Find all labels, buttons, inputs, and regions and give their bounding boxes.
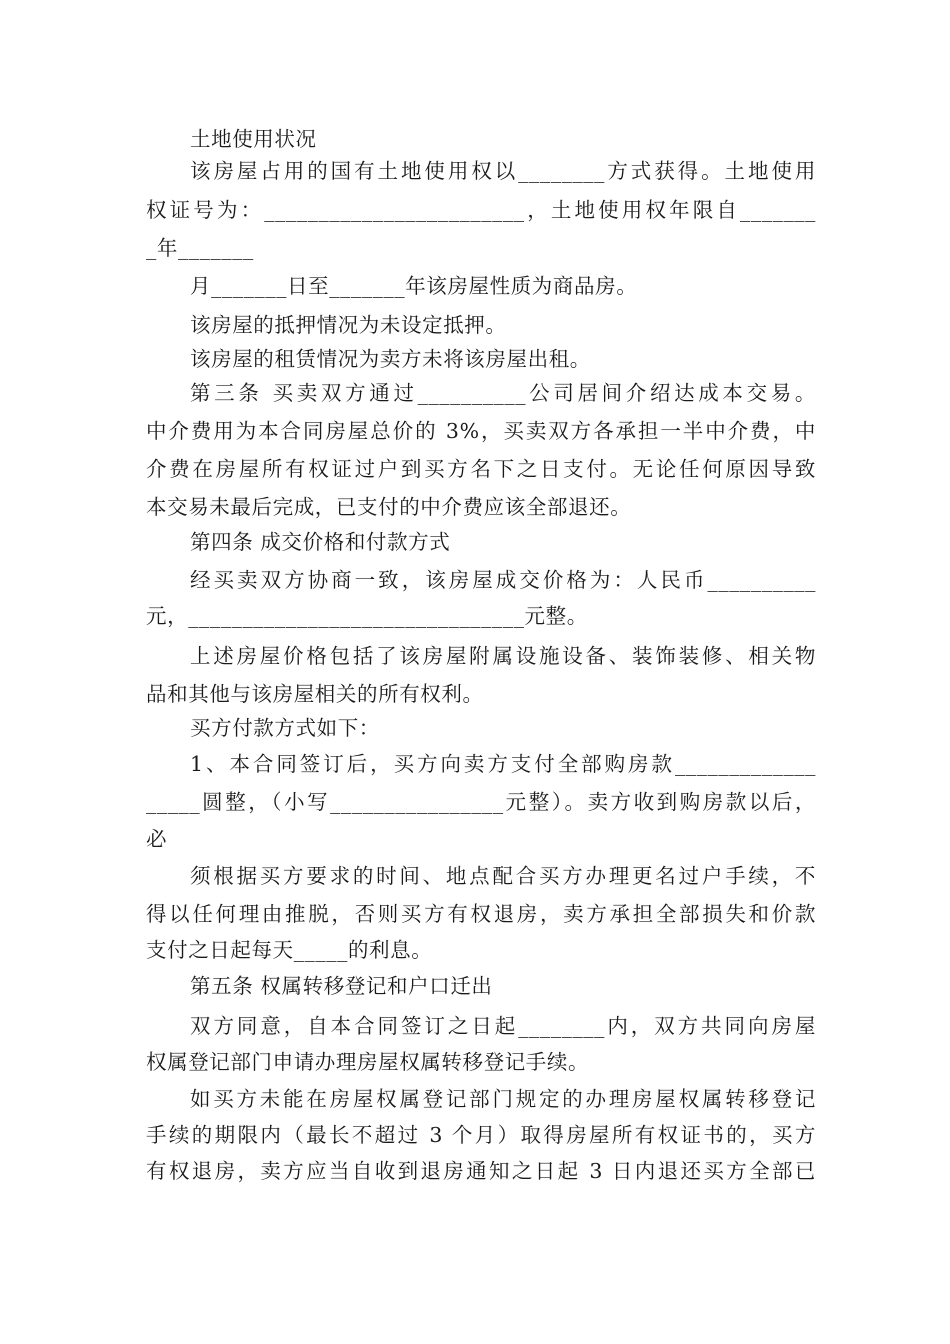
paragraph-line: 经买卖双方协商一致，该房屋成交价格为：人民币__________: [190, 568, 816, 592]
paragraph-line: 支付之日起每天_____的利息。: [146, 938, 433, 962]
paragraph-line: 手续的期限内（最长不超过 3 个月）取得房屋所有权证书的，买方: [146, 1123, 816, 1147]
paragraph-line: _年_______: [146, 236, 254, 260]
section-heading-land-use: 土地使用状况: [190, 127, 317, 151]
paragraph-line: 权证号为：________________________，土地使用权年限自_______: [146, 198, 816, 222]
article-three-heading: 第三条 买卖双方通过__________公司居间介绍达成本交易。: [190, 381, 816, 405]
paragraph-line: 月_______日至_______年该房屋性质为商品房。: [190, 274, 638, 298]
paragraph-line: 该房屋占用的国有土地使用权以________方式获得。土地使用: [190, 159, 816, 183]
paragraph-line: 双方同意，自本合同签订之日起________内，双方共同向房屋: [190, 1014, 816, 1038]
article-five-heading: 第五条 权属转移登记和户口迁出: [190, 974, 493, 998]
paragraph-line: 本交易未最后完成，已支付的中介费应该全部退还。: [146, 495, 632, 519]
paragraph-line: 介费在房屋所有权证过户到买方名下之日支付。无论任何原因导致: [146, 457, 816, 481]
article-four-heading: 第四条 成交价格和付款方式: [190, 530, 451, 554]
paragraph-line: 权属登记部门申请办理房屋权属转移登记手续。: [146, 1050, 590, 1074]
paragraph-line: _____圆整，（小写________________元整）。卖方收到购房款以后，: [146, 790, 816, 814]
paragraph-line: 品和其他与该房屋相关的所有权利。: [146, 682, 484, 706]
paragraph-line: 1、本合同签订后，买方向卖方支付全部购房款_____________: [190, 752, 816, 776]
paragraph-line: 该房屋的租赁情况为卖方未将该房屋出租。: [190, 347, 591, 371]
paragraph-line: 买方付款方式如下：: [190, 716, 380, 740]
paragraph-line: 必: [146, 827, 168, 851]
paragraph-line: 元，_______________________________元整。: [146, 604, 588, 628]
paragraph-line: 得以任何理由推脱，否则买方有权退房，卖方承担全部损失和价款: [146, 902, 816, 926]
paragraph-line: 中介费用为本合同房屋总价的 3%，买卖双方各承担一半中介费，中: [146, 419, 816, 443]
paragraph-line: 该房屋的抵押情况为未设定抵押。: [190, 313, 507, 337]
paragraph-line: 如买方未能在房屋权属登记部门规定的办理房屋权属转移登记: [190, 1087, 816, 1111]
paragraph-line: 有权退房，卖方应当自收到退房通知之日起 3 日内退还买方全部已: [146, 1159, 816, 1183]
paragraph-line: 须根据买方要求的时间、地点配合买方办理更名过户手续，不: [190, 864, 816, 888]
paragraph-line: 上述房屋价格包括了该房屋附属设施设备、装饰装修、相关物: [190, 644, 816, 668]
